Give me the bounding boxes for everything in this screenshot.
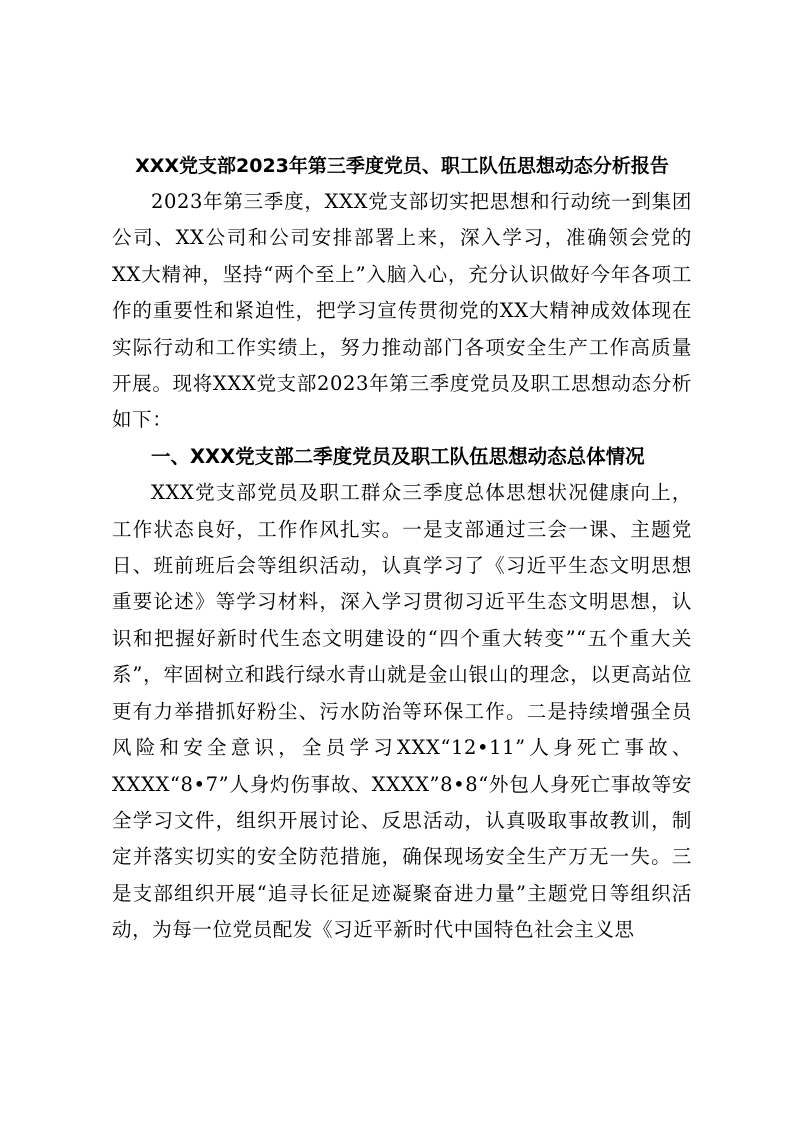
intro-paragraph: 2023年第三季度，XXX党支部切实把思想和行动统一到集团公司、XX公司和公司安排部署上来，深入学习，准确领会党的XX大精神，坚持“两个至上”入脑入心，充分认识做好今年各项工作的重要性和紧迫性，把学习宣传贯彻党的XX大精神成效体现在实际行动和工作实绩上，努力推动部门各项安全生产工作高质量开展。现将XXX党支部2023年第三季度党员及职工思想动态分析如下：: [112, 190, 692, 432]
document-body: [112, 148, 692, 949]
section-1-paragraph: XXX党支部党员及职工群众三季度总体思想状况健康向上，工作状态良好，工作作风扎实。一是支部通过三会一课、主题党日、班前班后会等组织活动，认真学习了《习近平生态文明思想重要论述》等学习材料，深入学习贯彻习近平生态文明思想，认识和把握好新时代生态文明建设的“四个重大转变”“五个重大关系”，牢固树立和践行绿水青山就是金山银山的理念，以更高站位更有力举措抓好粉尘、污水防治等环保工作。二是持续增强全员风险和安全意识，全员学习XXX“12•11”人身死亡事故、XXXX“8•7”人身灼伤事故、XXXX”8•8“外包人身死亡事故等安全学习文件，组织开展讨论、反思活动，认真吸取事故教训，制定并落实切实的安全防范措施，确保现场安全生产万无一失。三是支部组织开展“追寻长征足迹凝聚奋进力量”主题党日等组织活动，为每一位党员配发《习近平新时代中国特色社会主义思: [112, 481, 692, 942]
document-title: XXX党支部2023年第三季度党员、职工队伍思想动态分析报告: [135, 155, 669, 177]
section-heading-1: 一、XXX党支部二季度党员及职工队伍思想动态总体情况: [151, 444, 645, 468]
